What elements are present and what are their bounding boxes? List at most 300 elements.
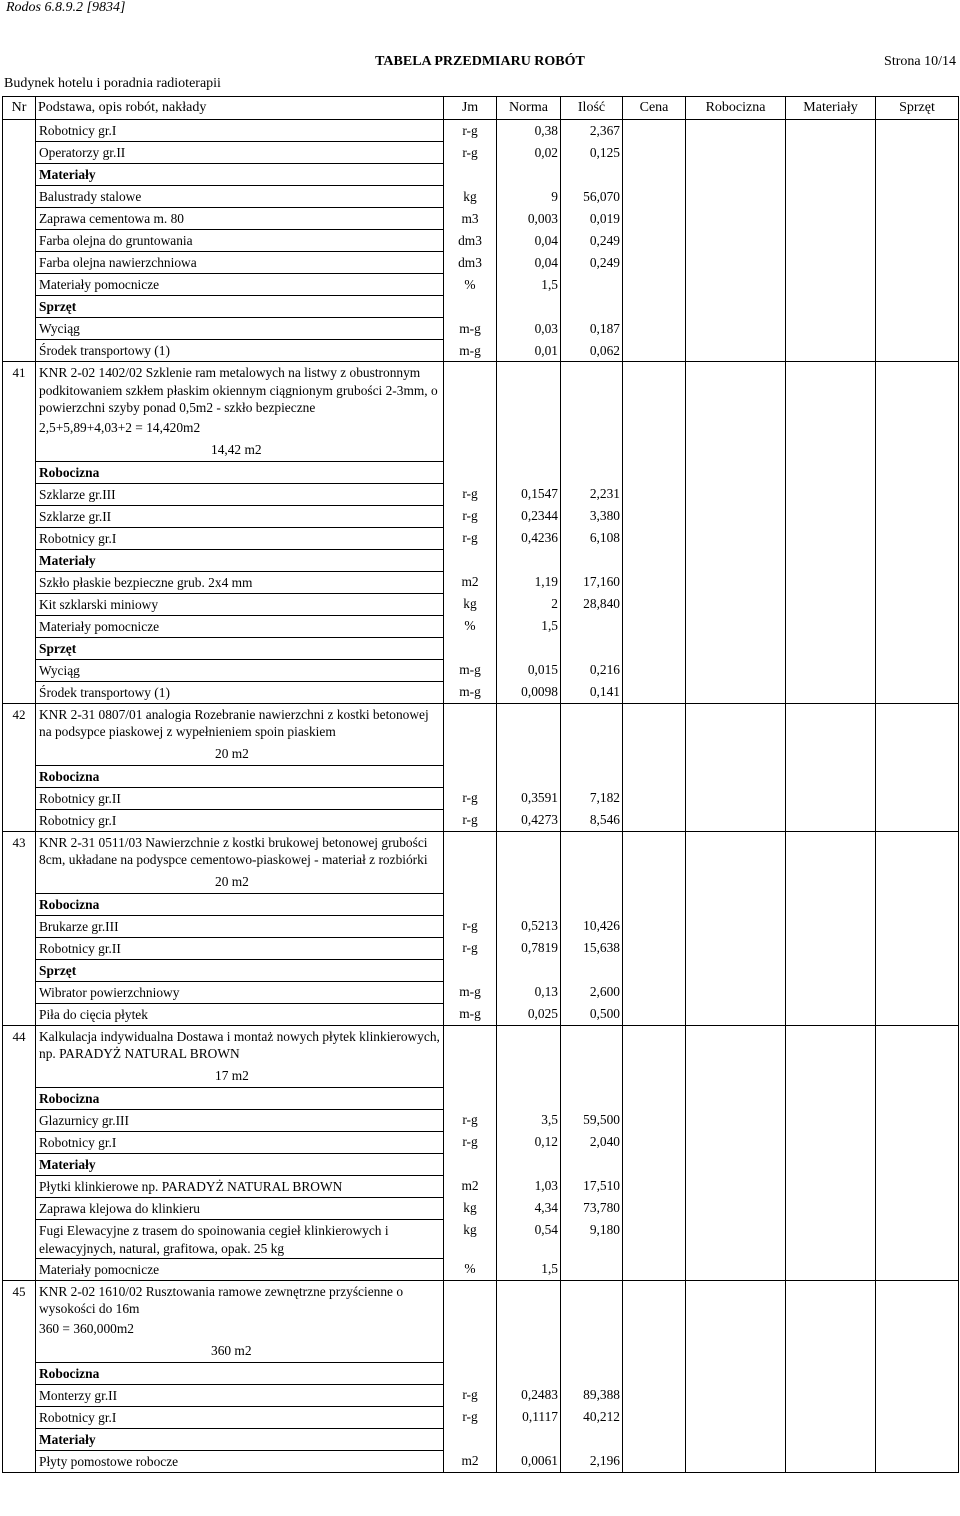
cell-price	[623, 809, 686, 831]
cell-quantity	[561, 549, 623, 571]
resource-unit: m-g	[444, 981, 497, 1003]
cell-labor	[686, 1384, 786, 1406]
position-description-cell	[36, 362, 444, 462]
cell-nr	[3, 681, 36, 703]
resource-row	[3, 1109, 959, 1131]
resource-row	[3, 1450, 959, 1472]
cell-equipment	[876, 230, 959, 252]
resource-unit: r-g	[444, 505, 497, 527]
cell-norm	[497, 1153, 561, 1175]
page-number: Strona 10/14	[884, 54, 956, 69]
resource-row	[3, 505, 959, 527]
cell-materials	[786, 1219, 876, 1258]
cell-materials	[786, 703, 876, 765]
resource-unit: r-g	[444, 1384, 497, 1406]
cell-nr	[3, 208, 36, 230]
estimate-table	[2, 96, 959, 1473]
cell-labor	[686, 1219, 786, 1258]
cell-materials	[786, 765, 876, 787]
cell-equipment	[876, 915, 959, 937]
cell-equipment	[876, 1219, 959, 1258]
cell-materials	[786, 615, 876, 637]
col-header-price: Cena	[623, 97, 686, 120]
cell-quantity	[561, 893, 623, 915]
resource-quantity: 10,426	[561, 915, 623, 937]
cell-norm	[497, 831, 561, 893]
cell-nr	[3, 252, 36, 274]
resource-quantity	[561, 274, 623, 296]
position-number: 44	[3, 1025, 36, 1087]
section-label: Robocizna	[36, 765, 444, 787]
cell-materials	[786, 1197, 876, 1219]
cell-norm	[497, 461, 561, 483]
resource-norm: 0,1117	[497, 1406, 561, 1428]
cell-price	[623, 527, 686, 549]
section-label: Robocizna	[36, 1087, 444, 1109]
cell-price	[623, 1025, 686, 1087]
resource-name: Robotnicy gr.II	[36, 937, 444, 959]
cell-norm	[497, 1087, 561, 1109]
resource-quantity: 0,125	[561, 142, 623, 164]
resource-unit: m-g	[444, 340, 497, 362]
cell-equipment	[876, 1087, 959, 1109]
cell-materials	[786, 296, 876, 318]
position-row	[3, 703, 959, 765]
cell-equipment	[876, 1406, 959, 1428]
resource-name: Robotnicy gr.II	[36, 787, 444, 809]
cell-nr	[3, 483, 36, 505]
cell-norm	[497, 1362, 561, 1384]
cell-nr	[3, 120, 36, 142]
cell-equipment	[876, 1384, 959, 1406]
cell-unit	[444, 1280, 497, 1362]
position-quantity: 20 m2	[215, 873, 249, 889]
resource-name: Szklarze gr.II	[36, 505, 444, 527]
resource-row	[3, 274, 959, 296]
cell-unit	[444, 831, 497, 893]
cell-labor	[686, 164, 786, 186]
cell-price	[623, 362, 686, 462]
cell-price	[623, 981, 686, 1003]
resource-norm: 3,5	[497, 1109, 561, 1131]
cell-price	[623, 1109, 686, 1131]
resource-norm: 0,5213	[497, 915, 561, 937]
resource-name: Piła do cięcia płytek	[36, 1003, 444, 1025]
cell-labor	[686, 893, 786, 915]
cell-equipment	[876, 571, 959, 593]
cell-materials	[786, 208, 876, 230]
cell-nr	[3, 505, 36, 527]
cell-nr	[3, 296, 36, 318]
cell-materials	[786, 593, 876, 615]
cell-materials	[786, 1450, 876, 1472]
col-header-description: Podstawa, opis robót, nakłady	[36, 97, 444, 120]
resource-quantity: 2,196	[561, 1450, 623, 1472]
cell-labor	[686, 787, 786, 809]
cell-norm	[497, 1025, 561, 1087]
cell-materials	[786, 527, 876, 549]
cell-nr	[3, 1087, 36, 1109]
position-row	[3, 831, 959, 893]
position-description-cell	[36, 1025, 444, 1087]
resource-row	[3, 809, 959, 831]
resource-name: Zaprawa cementowa m. 80	[36, 208, 444, 230]
cell-equipment	[876, 1450, 959, 1472]
resource-unit: m-g	[444, 318, 497, 340]
cell-materials	[786, 571, 876, 593]
resource-unit: m-g	[444, 681, 497, 703]
cell-labor	[686, 505, 786, 527]
resource-norm: 0,0061	[497, 1450, 561, 1472]
resource-row	[3, 787, 959, 809]
cell-price	[623, 1219, 686, 1258]
section-row	[3, 959, 959, 981]
resource-row	[3, 615, 959, 637]
cell-labor	[686, 1087, 786, 1109]
position-number: 41	[3, 362, 36, 462]
cell-nr	[3, 1109, 36, 1131]
cell-unit	[444, 637, 497, 659]
cell-nr	[3, 164, 36, 186]
cell-unit	[444, 959, 497, 981]
resource-norm: 0,04	[497, 252, 561, 274]
cell-labor	[686, 1131, 786, 1153]
cell-equipment	[876, 1258, 959, 1280]
cell-equipment	[876, 1280, 959, 1362]
col-header-nr: Nr	[3, 97, 36, 120]
cell-materials	[786, 186, 876, 208]
cell-materials	[786, 362, 876, 462]
section-row	[3, 637, 959, 659]
cell-equipment	[876, 186, 959, 208]
cell-labor	[686, 981, 786, 1003]
section-row	[3, 765, 959, 787]
cell-price	[623, 549, 686, 571]
cell-equipment	[876, 1197, 959, 1219]
cell-unit	[444, 1362, 497, 1384]
cell-quantity	[561, 164, 623, 186]
position-description: KNR 2-02 1610/02 Rusztowania ramowe zewnętrzne przyścienne o wysokości do 16m	[39, 1283, 404, 1316]
cell-norm	[497, 637, 561, 659]
position-description: KNR 2-31 0511/03 Nawierzchnie z kostki brukowej betonowej grubości 8cm, układane na podyspce cementowo-piaskowej - materiał z rozbiórki	[39, 834, 428, 867]
cell-price	[623, 703, 686, 765]
cell-materials	[786, 340, 876, 362]
resource-name: Farba olejna do gruntowania	[36, 230, 444, 252]
resource-unit: kg	[444, 1197, 497, 1219]
table-header-row	[3, 97, 959, 120]
resource-norm: 0,003	[497, 208, 561, 230]
resource-unit: m2	[444, 1450, 497, 1472]
col-header-labor: Robocizna	[686, 97, 786, 120]
resource-quantity	[561, 615, 623, 637]
cell-quantity	[561, 362, 623, 462]
cell-nr	[3, 1219, 36, 1258]
cell-nr	[3, 230, 36, 252]
resource-quantity: 2,600	[561, 981, 623, 1003]
resource-name: Szklarze gr.III	[36, 483, 444, 505]
cell-labor	[686, 659, 786, 681]
resource-quantity: 17,510	[561, 1175, 623, 1197]
cell-norm	[497, 893, 561, 915]
cell-nr	[3, 1428, 36, 1450]
resource-row	[3, 142, 959, 164]
cell-price	[623, 274, 686, 296]
cell-nr	[3, 571, 36, 593]
resource-unit: m2	[444, 1175, 497, 1197]
resource-norm: 0,1547	[497, 483, 561, 505]
cell-equipment	[876, 1003, 959, 1025]
resource-row	[3, 1197, 959, 1219]
resource-norm: 0,2483	[497, 1384, 561, 1406]
cell-labor	[686, 1362, 786, 1384]
cell-nr	[3, 787, 36, 809]
resource-unit: r-g	[444, 527, 497, 549]
cell-equipment	[876, 1131, 959, 1153]
resource-row	[3, 120, 959, 142]
section-label: Materiały	[36, 1428, 444, 1450]
cell-nr	[3, 937, 36, 959]
col-header-materials: Materiały	[786, 97, 876, 120]
cell-unit	[444, 362, 497, 462]
cell-nr	[3, 527, 36, 549]
section-label: Robocizna	[36, 893, 444, 915]
resource-name: Robotnicy gr.I	[36, 527, 444, 549]
cell-quantity	[561, 1153, 623, 1175]
resource-quantity: 3,380	[561, 505, 623, 527]
cell-labor	[686, 615, 786, 637]
resource-norm: 0,02	[497, 142, 561, 164]
resource-name: Szkło płaskie bezpieczne grub. 2x4 mm	[36, 571, 444, 593]
resource-unit: r-g	[444, 483, 497, 505]
cell-nr	[3, 809, 36, 831]
cell-quantity	[561, 1087, 623, 1109]
cell-price	[623, 1450, 686, 1472]
cell-price	[623, 571, 686, 593]
section-label: Robocizna	[36, 461, 444, 483]
position-quantity: 17 m2	[215, 1067, 249, 1083]
resource-row	[3, 915, 959, 937]
resource-name: Płytki klinkierowe np. PARADYŻ NATURAL BROWN	[36, 1175, 444, 1197]
cell-materials	[786, 1362, 876, 1384]
resource-unit: m3	[444, 208, 497, 230]
resource-name: Glazurnicy gr.III	[36, 1109, 444, 1131]
cell-labor	[686, 274, 786, 296]
cell-labor	[686, 1109, 786, 1131]
cell-equipment	[876, 340, 959, 362]
resource-quantity: 15,638	[561, 937, 623, 959]
section-row	[3, 893, 959, 915]
resource-name: Brukarze gr.III	[36, 915, 444, 937]
resource-quantity: 0,019	[561, 208, 623, 230]
cell-labor	[686, 1280, 786, 1362]
resource-unit: r-g	[444, 120, 497, 142]
cell-equipment	[876, 120, 959, 142]
cell-price	[623, 1153, 686, 1175]
resource-row	[3, 186, 959, 208]
cell-price	[623, 142, 686, 164]
resource-norm: 0,03	[497, 318, 561, 340]
resource-row	[3, 340, 959, 362]
resource-quantity: 59,500	[561, 1109, 623, 1131]
section-row	[3, 1087, 959, 1109]
resource-quantity: 56,070	[561, 186, 623, 208]
resource-name: Operatorzy gr.II	[36, 142, 444, 164]
cell-equipment	[876, 703, 959, 765]
cell-labor	[686, 1003, 786, 1025]
cell-unit	[444, 549, 497, 571]
position-description: KNR 2-02 1402/02 Szklenie ram metalowych na listwy z obustronnym podkitowaniem szkłem płaskim okiennym ciągnionym grubości 2-3mm, o powierzchni szyby ponad 0,5m2 - szkło bezpieczne	[39, 365, 438, 415]
resource-quantity: 0,141	[561, 681, 623, 703]
cell-price	[623, 659, 686, 681]
cell-nr	[3, 1131, 36, 1153]
resource-unit: kg	[444, 186, 497, 208]
cell-unit	[444, 1153, 497, 1175]
cell-labor	[686, 831, 786, 893]
cell-materials	[786, 483, 876, 505]
cell-materials	[786, 1003, 876, 1025]
cell-labor	[686, 1258, 786, 1280]
cell-materials	[786, 893, 876, 915]
position-quantity: 20 m2	[215, 745, 249, 761]
cell-materials	[786, 1175, 876, 1197]
resource-name: Wyciąg	[36, 659, 444, 681]
resource-unit: kg	[444, 593, 497, 615]
resource-unit: r-g	[444, 809, 497, 831]
cell-labor	[686, 593, 786, 615]
cell-unit	[444, 164, 497, 186]
cell-price	[623, 1003, 686, 1025]
section-label: Materiały	[36, 549, 444, 571]
cell-materials	[786, 252, 876, 274]
col-header-quantity: Ilość	[561, 97, 623, 120]
resource-name: Środek transportowy (1)	[36, 681, 444, 703]
position-description-cell	[36, 831, 444, 893]
resource-quantity: 28,840	[561, 593, 623, 615]
cell-nr	[3, 1153, 36, 1175]
resource-unit: dm3	[444, 230, 497, 252]
cell-nr	[3, 659, 36, 681]
cell-labor	[686, 142, 786, 164]
cell-nr	[3, 615, 36, 637]
resource-row	[3, 230, 959, 252]
resource-norm: 0,7819	[497, 937, 561, 959]
position-number: 42	[3, 703, 36, 765]
resource-quantity: 8,546	[561, 809, 623, 831]
cell-price	[623, 1362, 686, 1384]
cell-norm	[497, 765, 561, 787]
cell-quantity	[561, 831, 623, 893]
cell-equipment	[876, 505, 959, 527]
resource-unit: r-g	[444, 1131, 497, 1153]
cell-price	[623, 915, 686, 937]
report-title: TABELA PRZEDMIARU ROBÓT	[375, 54, 585, 69]
col-header-unit: Jm	[444, 97, 497, 120]
resource-unit: r-g	[444, 142, 497, 164]
cell-unit	[444, 765, 497, 787]
cell-equipment	[876, 362, 959, 462]
resource-quantity: 73,780	[561, 1197, 623, 1219]
cell-price	[623, 1197, 686, 1219]
section-row	[3, 1153, 959, 1175]
cell-price	[623, 505, 686, 527]
cell-unit	[444, 1025, 497, 1087]
resource-row	[3, 981, 959, 1003]
resource-row	[3, 659, 959, 681]
cell-quantity	[561, 461, 623, 483]
cell-equipment	[876, 937, 959, 959]
resource-norm: 0,015	[497, 659, 561, 681]
cell-quantity	[561, 1280, 623, 1362]
cell-price	[623, 593, 686, 615]
cell-equipment	[876, 483, 959, 505]
cell-price	[623, 615, 686, 637]
cell-norm	[497, 164, 561, 186]
cell-price	[623, 296, 686, 318]
cell-nr	[3, 1258, 36, 1280]
resource-name: Materiały pomocnicze	[36, 615, 444, 637]
cell-nr	[3, 893, 36, 915]
cell-materials	[786, 1280, 876, 1362]
cell-unit	[444, 461, 497, 483]
cell-labor	[686, 549, 786, 571]
cell-nr	[3, 549, 36, 571]
resource-name: Robotnicy gr.I	[36, 809, 444, 831]
cell-materials	[786, 787, 876, 809]
cell-labor	[686, 186, 786, 208]
resource-row	[3, 1131, 959, 1153]
cell-equipment	[876, 318, 959, 340]
position-description: KNR 2-31 0807/01 analogia Rozebranie nawierzchni z kostki betonowej na podsypce piaskowej z wypełnieniem spoin piaskiem	[39, 706, 429, 739]
resource-norm: 0,13	[497, 981, 561, 1003]
cell-nr	[3, 1362, 36, 1384]
resource-unit: %	[444, 1258, 497, 1280]
cell-nr	[3, 340, 36, 362]
cell-materials	[786, 681, 876, 703]
cell-equipment	[876, 549, 959, 571]
resource-name: Zaprawa klejowa do klinkieru	[36, 1197, 444, 1219]
cell-equipment	[876, 615, 959, 637]
cell-materials	[786, 981, 876, 1003]
resource-norm: 0,01	[497, 340, 561, 362]
cell-equipment	[876, 981, 959, 1003]
cell-norm	[497, 362, 561, 462]
cell-norm	[497, 296, 561, 318]
cell-labor	[686, 483, 786, 505]
cell-price	[623, 164, 686, 186]
cell-norm	[497, 959, 561, 981]
resource-norm: 0,04	[497, 230, 561, 252]
cell-labor	[686, 1153, 786, 1175]
resource-quantity: 2,367	[561, 120, 623, 142]
cell-quantity	[561, 765, 623, 787]
position-row	[3, 1280, 959, 1362]
cell-materials	[786, 1131, 876, 1153]
cell-nr	[3, 186, 36, 208]
cell-unit	[444, 1428, 497, 1450]
resource-name: Wibrator powierzchniowy	[36, 981, 444, 1003]
cell-nr	[3, 461, 36, 483]
resource-quantity: 89,388	[561, 1384, 623, 1406]
resource-name: Robotnicy gr.I	[36, 120, 444, 142]
section-row	[3, 1428, 959, 1450]
cell-labor	[686, 1197, 786, 1219]
resource-quantity: 2,231	[561, 483, 623, 505]
cell-labor	[686, 230, 786, 252]
cell-materials	[786, 164, 876, 186]
section-label: Robocizna	[36, 1362, 444, 1384]
cell-labor	[686, 1450, 786, 1472]
resource-row	[3, 681, 959, 703]
